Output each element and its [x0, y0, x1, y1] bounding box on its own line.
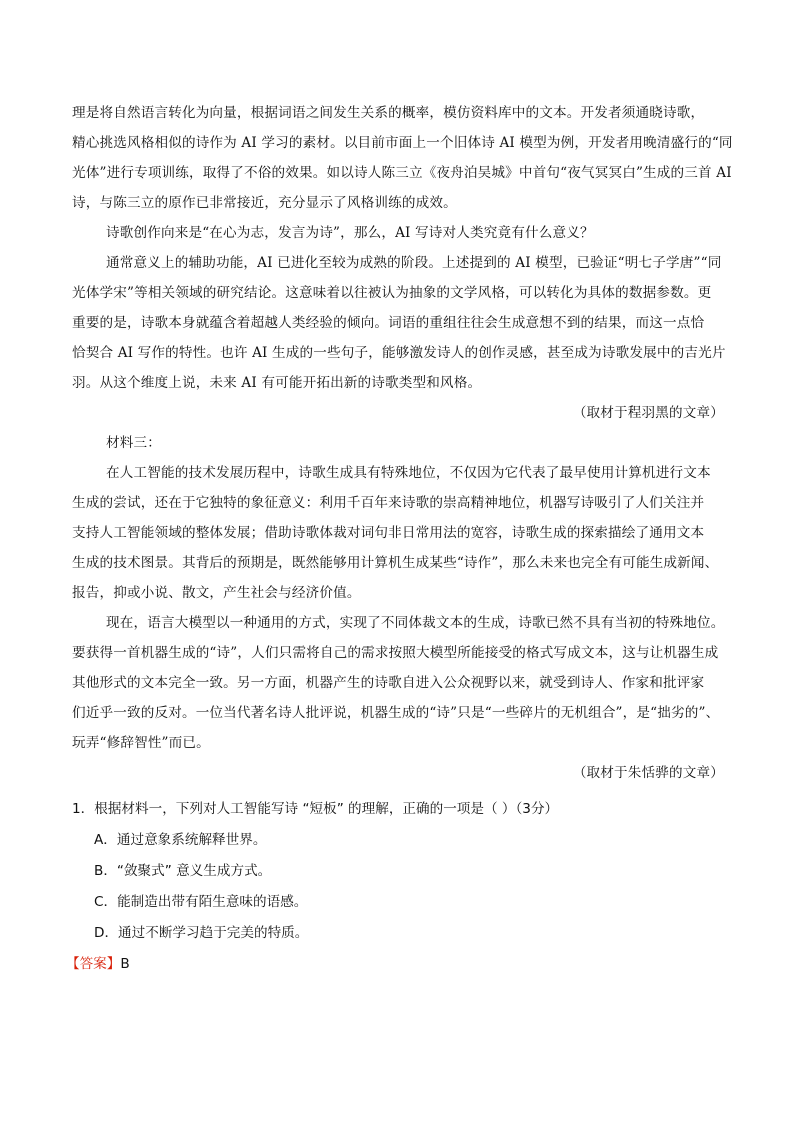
source-citation: （取材于朱恬骅的文章） [572, 765, 724, 781]
material-two-continued [72, 98, 733, 218]
text-line: 要获得一首机器生成的“诗”，人们只需将自己的需求按照大模型所能接受的格式写成文本，这与让机器生成 [72, 645, 719, 661]
text-line: 玩弄“修辞智性”而已。 [72, 735, 210, 751]
paragraph-history [72, 458, 728, 608]
text-line: 诗，与陈三立的原作已非常接近，充分显示了风格训练的成效。 [72, 195, 457, 211]
text-line: 精心挑选风格相似的诗作为 AI 学习的素材。以目前市面上一个旧体诗 AI 模型为例，开发者用晚清盛行的“同 [72, 135, 733, 151]
text-line: 羽。从这个维度上说，未来 AI 有可能开拓出新的诗歌类型和风格。 [72, 375, 482, 391]
text-line: 光体学宋”等相关领域的研究结论。这意味着以往被认为抽象的文学风格，可以转化为具体的数据参数。更 [72, 285, 712, 301]
answer-line [66, 949, 728, 980]
option-c: C．能制造出带有陌生意味的语感。 [94, 894, 308, 910]
option-d: D．通过不断学习趋于完美的特质。 [94, 925, 309, 941]
text-line: 其他形式的文本完全一致。另一方面，机器产生的诗歌自进入公众视野以来，就受到诗人、作家和批评家 [72, 675, 705, 691]
text-line: 光体”进行专项训练，取得了不俗的效果。如以诗人陈三立《夜舟泊吴城》中首句“夜气冥冥白”生成的三首 AI [72, 165, 732, 181]
paragraph-now [72, 608, 728, 758]
option-b: B．“敛聚式” 意义生成方式。 [94, 863, 272, 879]
text-line: 恰契合 AI 写作的特性。也许 AI 生成的一些句子，能够激发诗人的创作灵感，甚至成为诗歌发展中的吉光片 [72, 345, 726, 361]
paragraph-meaning [72, 248, 728, 398]
option-a: A．通过意象系统解释世界。 [94, 832, 267, 848]
text-line: 支持人工智能领域的整体发展；借助诗歌体裁对词句非日常用法的宽容，诗歌生成的探索描绘了通用文本 [72, 525, 705, 541]
document-page [66, 98, 733, 980]
text-line: 重要的是，诗歌本身就蕴含着超越人类经验的倾向。词语的重组往往会生成意想不到的结果，而这一点恰 [72, 315, 705, 331]
source-citation: （取材于程羽黑的文章） [572, 405, 724, 421]
text-line: 报告，抑或小说、散文，产生社会与经济价值。 [72, 585, 361, 601]
text-line: 们近乎一致的反对。一位当代著名诗人批评说，机器生成的“诗”只是“一些碎片的无机组合”，是“拙劣的”、 [72, 705, 720, 721]
text-line: 通常意义上的辅助功能，AI 已进化至较为成熟的阶段。上述提到的 AI 模型，已验证“明七子学唐”“同 [106, 255, 722, 271]
text-line: 生成的尝试，还在于它独特的象征意义：利用千百年来诗歌的崇高精神地位，机器写诗吸引了人们关注并 [72, 495, 705, 511]
text-line: 理是将自然语言转化为向量，根据词语之间发生关系的概率，模仿资料库中的文本。开发者须通晓诗歌， [72, 105, 705, 121]
material-three-heading: 材料三： [106, 435, 161, 451]
text-line: 生成的技术图景。其背后的预期是，既然能够用计算机生成某些“诗作”，那么未来也完全有可能生成新闻、 [72, 555, 719, 571]
answer-value: B [120, 956, 130, 972]
question-stem: 1．根据材料一，下列对人工智能写诗 “短板” 的理解，正确的一项是（ ）（3分） [72, 801, 559, 817]
answer-label: 【答案】 [66, 956, 121, 972]
text-line: 在人工智能的技术发展历程中，诗歌生成具有特殊地位，不仅因为它代表了最早使用计算机进行文本 [106, 465, 711, 481]
paragraph-question: 诗歌创作向来是“在心为志，发言为诗”，那么，AI 写诗对人类究竟有什么意义？ [106, 225, 594, 241]
text-line: 现在，语言大模型以一种通用的方式，实现了不同体裁文本的生成，诗歌已然不具有当初的特殊地位。 [106, 615, 725, 631]
